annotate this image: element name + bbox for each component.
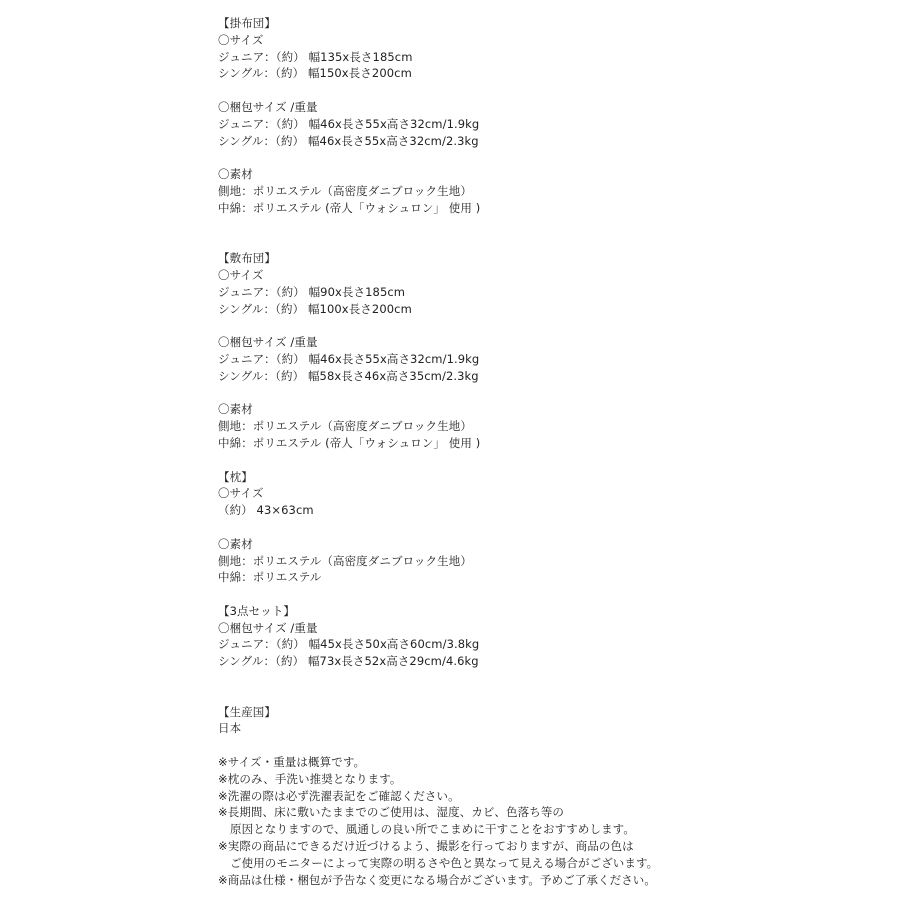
note-item: ※長期間、床に敷いたままでのご使用は、湿度、カビ、色落ち等の [218,805,565,820]
makura-size-label: 〇サイズ [218,486,264,501]
shikifuton-pack-junior: ジュニア：（約） 幅46x長さ55x高さ32cm/1.9kg [218,351,480,366]
notes-section [218,754,888,888]
origin-heading: 【生産国】 [218,704,276,719]
kakefuton-material-cover: 側地：ポリエステル（高密度ダニブロック生地） [218,183,472,198]
set3-pack-single: シングル：（約） 幅73x長さ52x高さ29cm/4.6kg [218,654,479,669]
note-item-continuation: ご使用のモニターによって実際の明るさや色と異なって見える場合がございます。 [230,855,659,870]
kakefuton-size-junior: ジュニア：（約） 幅135x長さ185cm [218,49,413,64]
note-item-continuation: 原因となりますので、風通しの良い所でこまめに干すことをおすすめします。 [230,822,635,837]
shikifuton-pack-label: 〇梱包サイズ /重量 [218,335,318,350]
shikifuton-material-fill: 中綿：ポリエステル (帝人「ウォシュロン」 使用 ) [218,435,481,450]
shikifuton-heading: 【敷布団】 [218,251,276,266]
shikifuton-size-label: 〇サイズ [218,267,264,282]
kakefuton-pack-junior: ジュニア：（約） 幅46x長さ55x高さ32cm/1.9kg [218,116,480,131]
origin-value: 日本 [218,721,242,736]
origin-section [218,704,888,738]
set3-pack-label: 〇梱包サイズ /重量 [218,620,318,635]
kakefuton-size-single: シングル：（約） 幅150x長さ200cm [218,66,412,81]
makura-material-fill: 中綿：ポリエステル [218,570,322,585]
kakefuton-material-fill: 中綿：ポリエステル (帝人「ウォシュロン」 使用 ) [218,200,481,215]
spec-document [218,15,888,888]
set3-pack-junior: ジュニア：（約） 幅45x長さ50x高さ60cm/3.8kg [218,637,480,652]
shikifuton-size-junior: ジュニア：（約） 幅90x長さ185cm [218,284,406,299]
kakefuton-heading: 【掛布団】 [218,16,276,30]
kakefuton-size-label: 〇サイズ [218,32,264,47]
shikifuton-material-cover: 側地：ポリエステル（高密度ダニブロック生地） [218,419,472,434]
kakefuton-material-label: 〇素材 [218,167,253,182]
set3-section [218,603,888,670]
makura-size-value: （約） 43×63cm [218,503,314,518]
shikifuton-section [218,250,888,452]
kakefuton-section [218,15,888,217]
note-item: ※実際の商品にできるだけ近づけるよう、撮影を行っておりますが、商品の色は [218,839,634,854]
note-item: ※商品は仕様・梱包が予告なく変更になる場合がございます。予めご了承ください。 [218,872,657,887]
makura-material-label: 〇素材 [218,536,253,551]
shikifuton-pack-single: シングル：（約） 幅58x長さ46x高さ35cm/2.3kg [218,368,479,383]
note-item: ※洗濯の際は必ず洗濯表記をご確認ください。 [218,788,460,803]
note-item: ※サイズ・重量は概算です。 [218,755,366,770]
shikifuton-size-single: シングル：（約） 幅100x長さ200cm [218,301,412,316]
makura-material-cover: 側地：ポリエステル（高密度ダニブロック生地） [218,553,472,568]
makura-heading: 【枕】 [218,469,253,484]
kakefuton-pack-single: シングル：（約） 幅46x長さ55x高さ32cm/2.3kg [218,133,479,148]
makura-section [218,469,888,587]
shikifuton-material-label: 〇素材 [218,402,253,417]
set3-heading: 【3点セット】 [218,603,296,618]
kakefuton-pack-label: 〇梱包サイズ /重量 [218,99,318,114]
note-item: ※枕のみ、手洗い推奨となります。 [218,771,402,786]
